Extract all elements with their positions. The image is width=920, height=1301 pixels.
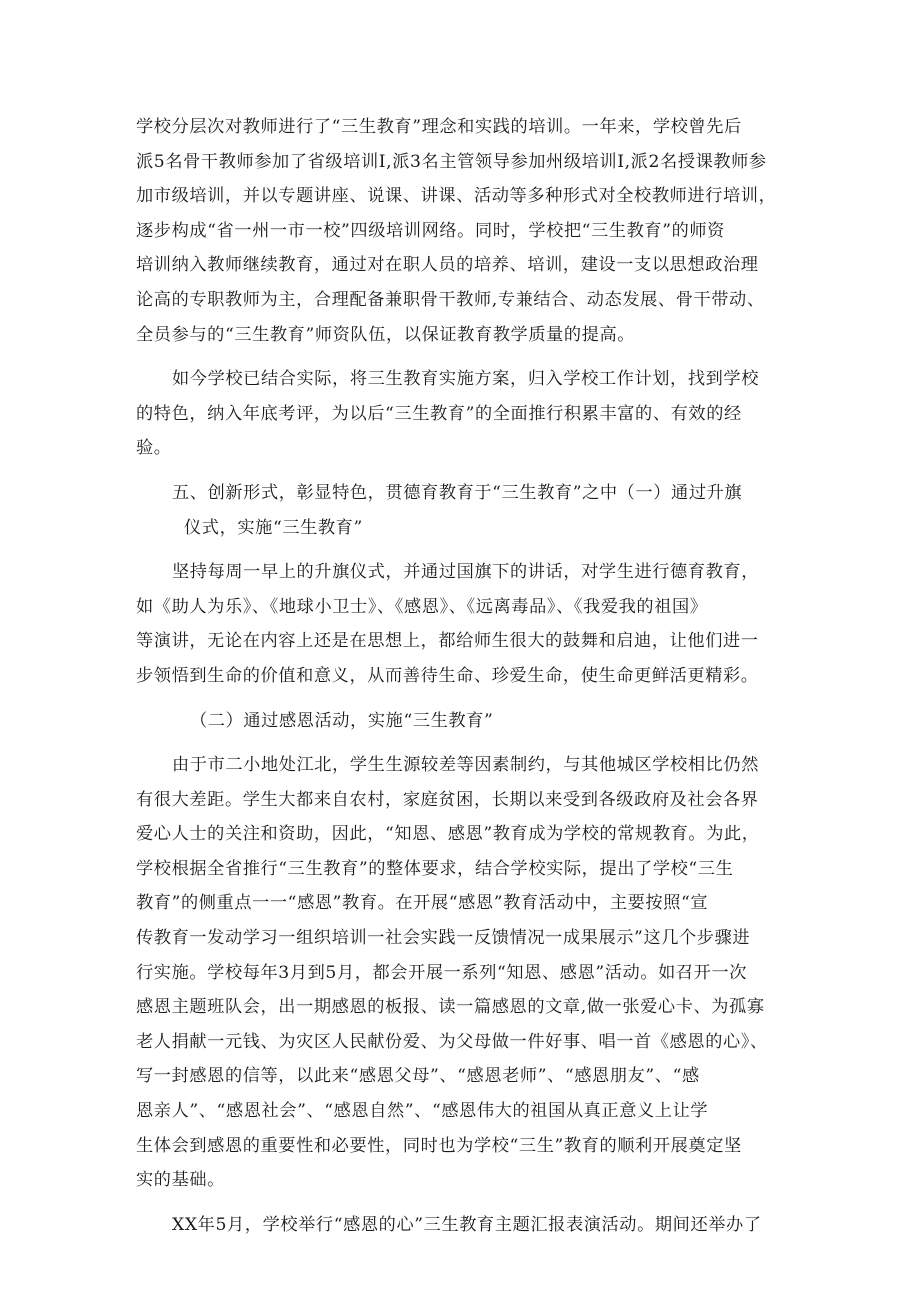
text-line: 生体会到感恩的重要性和必要性，同时也为学校“三生”教育的顺利开展奠定坚 bbox=[136, 1135, 742, 1156]
text-line: 等演讲，无论在内容上还是在思想上，都给师生很大的鼓舞和启迪，让他们进一 bbox=[136, 631, 759, 652]
text-line: 学校根据全省推行“三生教育”的整体要求，结合学校实际，提出了学校“三生 bbox=[136, 858, 734, 879]
text-line: 感恩主题班队会，出一期感恩的板报、读一篇感恩的文章,做一张爱心卡、为孤寡 bbox=[136, 997, 765, 1018]
text-line: 论高的专职教师为主，合理配备兼职骨干教师,专兼结合、动态发展、骨干带动、 bbox=[136, 289, 765, 310]
text-line: 实的基础。 bbox=[136, 1170, 225, 1191]
paragraph-work-plan bbox=[136, 362, 792, 466]
document-body bbox=[136, 110, 792, 1242]
heading-line: 五、创新形式，彰显特色，贯德育教育于“三生教育”之中（一）通过升旗 bbox=[172, 482, 743, 503]
text-line: 传教育一发动学习一组织培训一社会实践一反馈情况一成果展示”这几个步骤进 bbox=[136, 928, 751, 949]
text-line: 行实施。学校每年3月到5月，都会开展一系列“知恩、感恩”活动。如召开一次 bbox=[136, 962, 748, 983]
text-line: 写一封感恩的信等，以此来“感恩父母”、“感恩老师”、“感恩朋友”、“感 bbox=[136, 1066, 700, 1087]
text-line: 培训纳入教师继续教育，通过对在职人员的培养、培训，建设一支以思想政治理 bbox=[136, 255, 759, 276]
heading-line: 仪式，实施“三生教育” bbox=[184, 517, 363, 538]
text-line: 步领悟到生命的价值和意义，从而善待生命、珍爱生命，使生命更鲜活更精彩。 bbox=[136, 665, 759, 686]
paragraph-flag-ceremony bbox=[136, 555, 792, 693]
subsection-heading-two: （二）通过感恩活动，实施“三生教育” bbox=[190, 710, 494, 731]
text-line: 验。 bbox=[136, 438, 172, 459]
text-line: 如《助人为乐》、《地球小卫士》、《感恩》、《远离毒品》、《我爱我的祖国》 bbox=[136, 596, 708, 617]
section-heading-five bbox=[136, 476, 792, 545]
text-line: 恩亲人”、“感恩社会”、“感恩自然”、“感恩伟大的祖国从真正意义上让学 bbox=[136, 1101, 709, 1122]
text-line: 派5名骨干教师参加了省级培训Ⅰ,派3名主管领导参加州级培训Ⅰ,派2名授课教师参 bbox=[136, 151, 767, 172]
text-line: 全员参与的“三生教育”师资队伍，以保证教育教学质量的提高。 bbox=[136, 324, 636, 345]
paragraph-teacher-training bbox=[136, 110, 792, 352]
text-line: 老人捐献一元钱、为灾区人民献份爱、为父母做一件好事、唱一首《感恩的心》、 bbox=[136, 1031, 768, 1052]
text-line: 坚持每周一早上的升旗仪式，并通过国旗下的讲话，对学生进行德育教育， bbox=[172, 562, 759, 583]
text-line: XX年5月，学校举行“感恩的心”三生教育主题汇报表演活动。期间还举办了 bbox=[172, 1214, 762, 1235]
text-line: 如今学校已结合实际，将三生教育实施方案，归入学校工作计划，找到学校 bbox=[172, 369, 759, 390]
text-line: 教育”的侧重点一一“感恩”教育。在开展“感恩”教育活动中，主要按照“宣 bbox=[136, 893, 709, 914]
text-line: 有很大差距。学生大都来自农村，家庭贫困，长期以来受到各级政府及社会各界 bbox=[136, 789, 759, 810]
text-line: 学校分层次对教师进行了“三生教育”理念和实践的培训。一年来，学校曾先后 bbox=[136, 117, 742, 137]
text-line: 爱心人士的关注和资助，因此，“知恩、感恩”教育成为学校的常规教育。为此， bbox=[136, 824, 760, 845]
paragraph-performance-event bbox=[136, 1208, 792, 1243]
text-line: 由于市二小地处江北，学生生源较差等因素制约，与其他城区学校相比仍然 bbox=[172, 755, 759, 776]
text-line: 的特色，纳入年底考评，为以后“三生教育”的全面推行积累丰富的、有效的经 bbox=[136, 403, 742, 424]
paragraph-gratitude-education bbox=[136, 748, 792, 1198]
text-line: 逐步构成“省一州一市一校”四级培训网络。同时，学校把“三生教育”的师资 bbox=[136, 220, 725, 241]
text-line: 加市级培训，并以专题讲座、说课、讲课、活动等多种形式对全校教师进行培训， bbox=[136, 186, 777, 207]
